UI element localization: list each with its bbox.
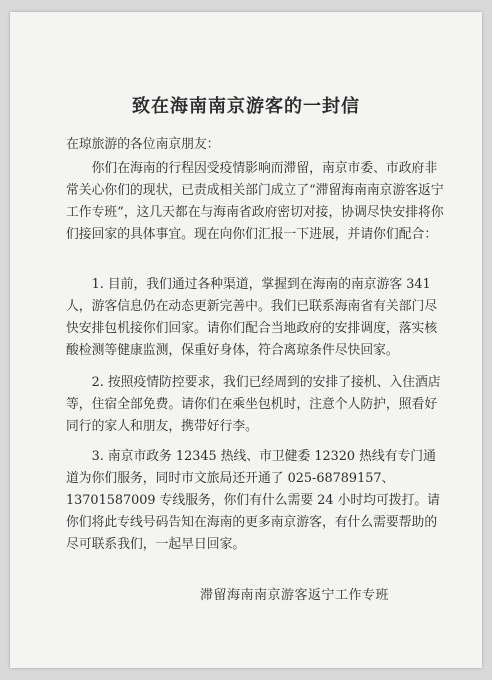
letter-title: 致在海南南京游客的一封信 bbox=[132, 96, 360, 117]
paragraph-item-3: 3. 南京市政务 12345 热线、市卫健委 12320 热线有专门通道为你们服务，同时市文旅局还开通了 025-68789157、13701587009 专线服务，你们有什么需要 24 小时均可拨打。请你们将此专线号码告知在海南的更多南京游客，有什么需要帮助的尽可联系我们，一起早日回家。 bbox=[66, 449, 440, 552]
paragraph-item-1: 1. 目前，我们通过各种渠道，掌握到在海南的南京游客 341 人，游客信息仍在动态更新完善中。我们已联系海南省有关部门尽快安排包机接你们回家。请你们配合当地政府的安排调度，落实核酸检测等健康监测，保重好身体，符合离琼条件尽快回家。 bbox=[66, 277, 438, 358]
paragraph-item-2: 2. 按照疫情防控要求，我们已经周到的安排了接机、入住酒店等，住宿全部免费。请你们在乘坐包机时，注意个人防护，照看好同行的家人和朋友，携带好行李。 bbox=[66, 375, 441, 434]
letter-signature: 滞留海南南京游客返宁工作专班 bbox=[200, 588, 390, 603]
letter-page bbox=[10, 12, 482, 668]
letter-greeting: 在琼旅游的各位南京朋友： bbox=[66, 137, 220, 152]
paragraph-intro: 你们在海南的行程因受疫情影响而滞留，南京市委、市政府非常关心你们的现状，已责成相关部门成立了“滞留海南南京游客返宁工作专班”，这几天都在与海南省政府密切对接，协调尽快安排将你们接回家的具体事宜。现在向你们汇报一下进展，并请你们配合： bbox=[66, 161, 444, 242]
